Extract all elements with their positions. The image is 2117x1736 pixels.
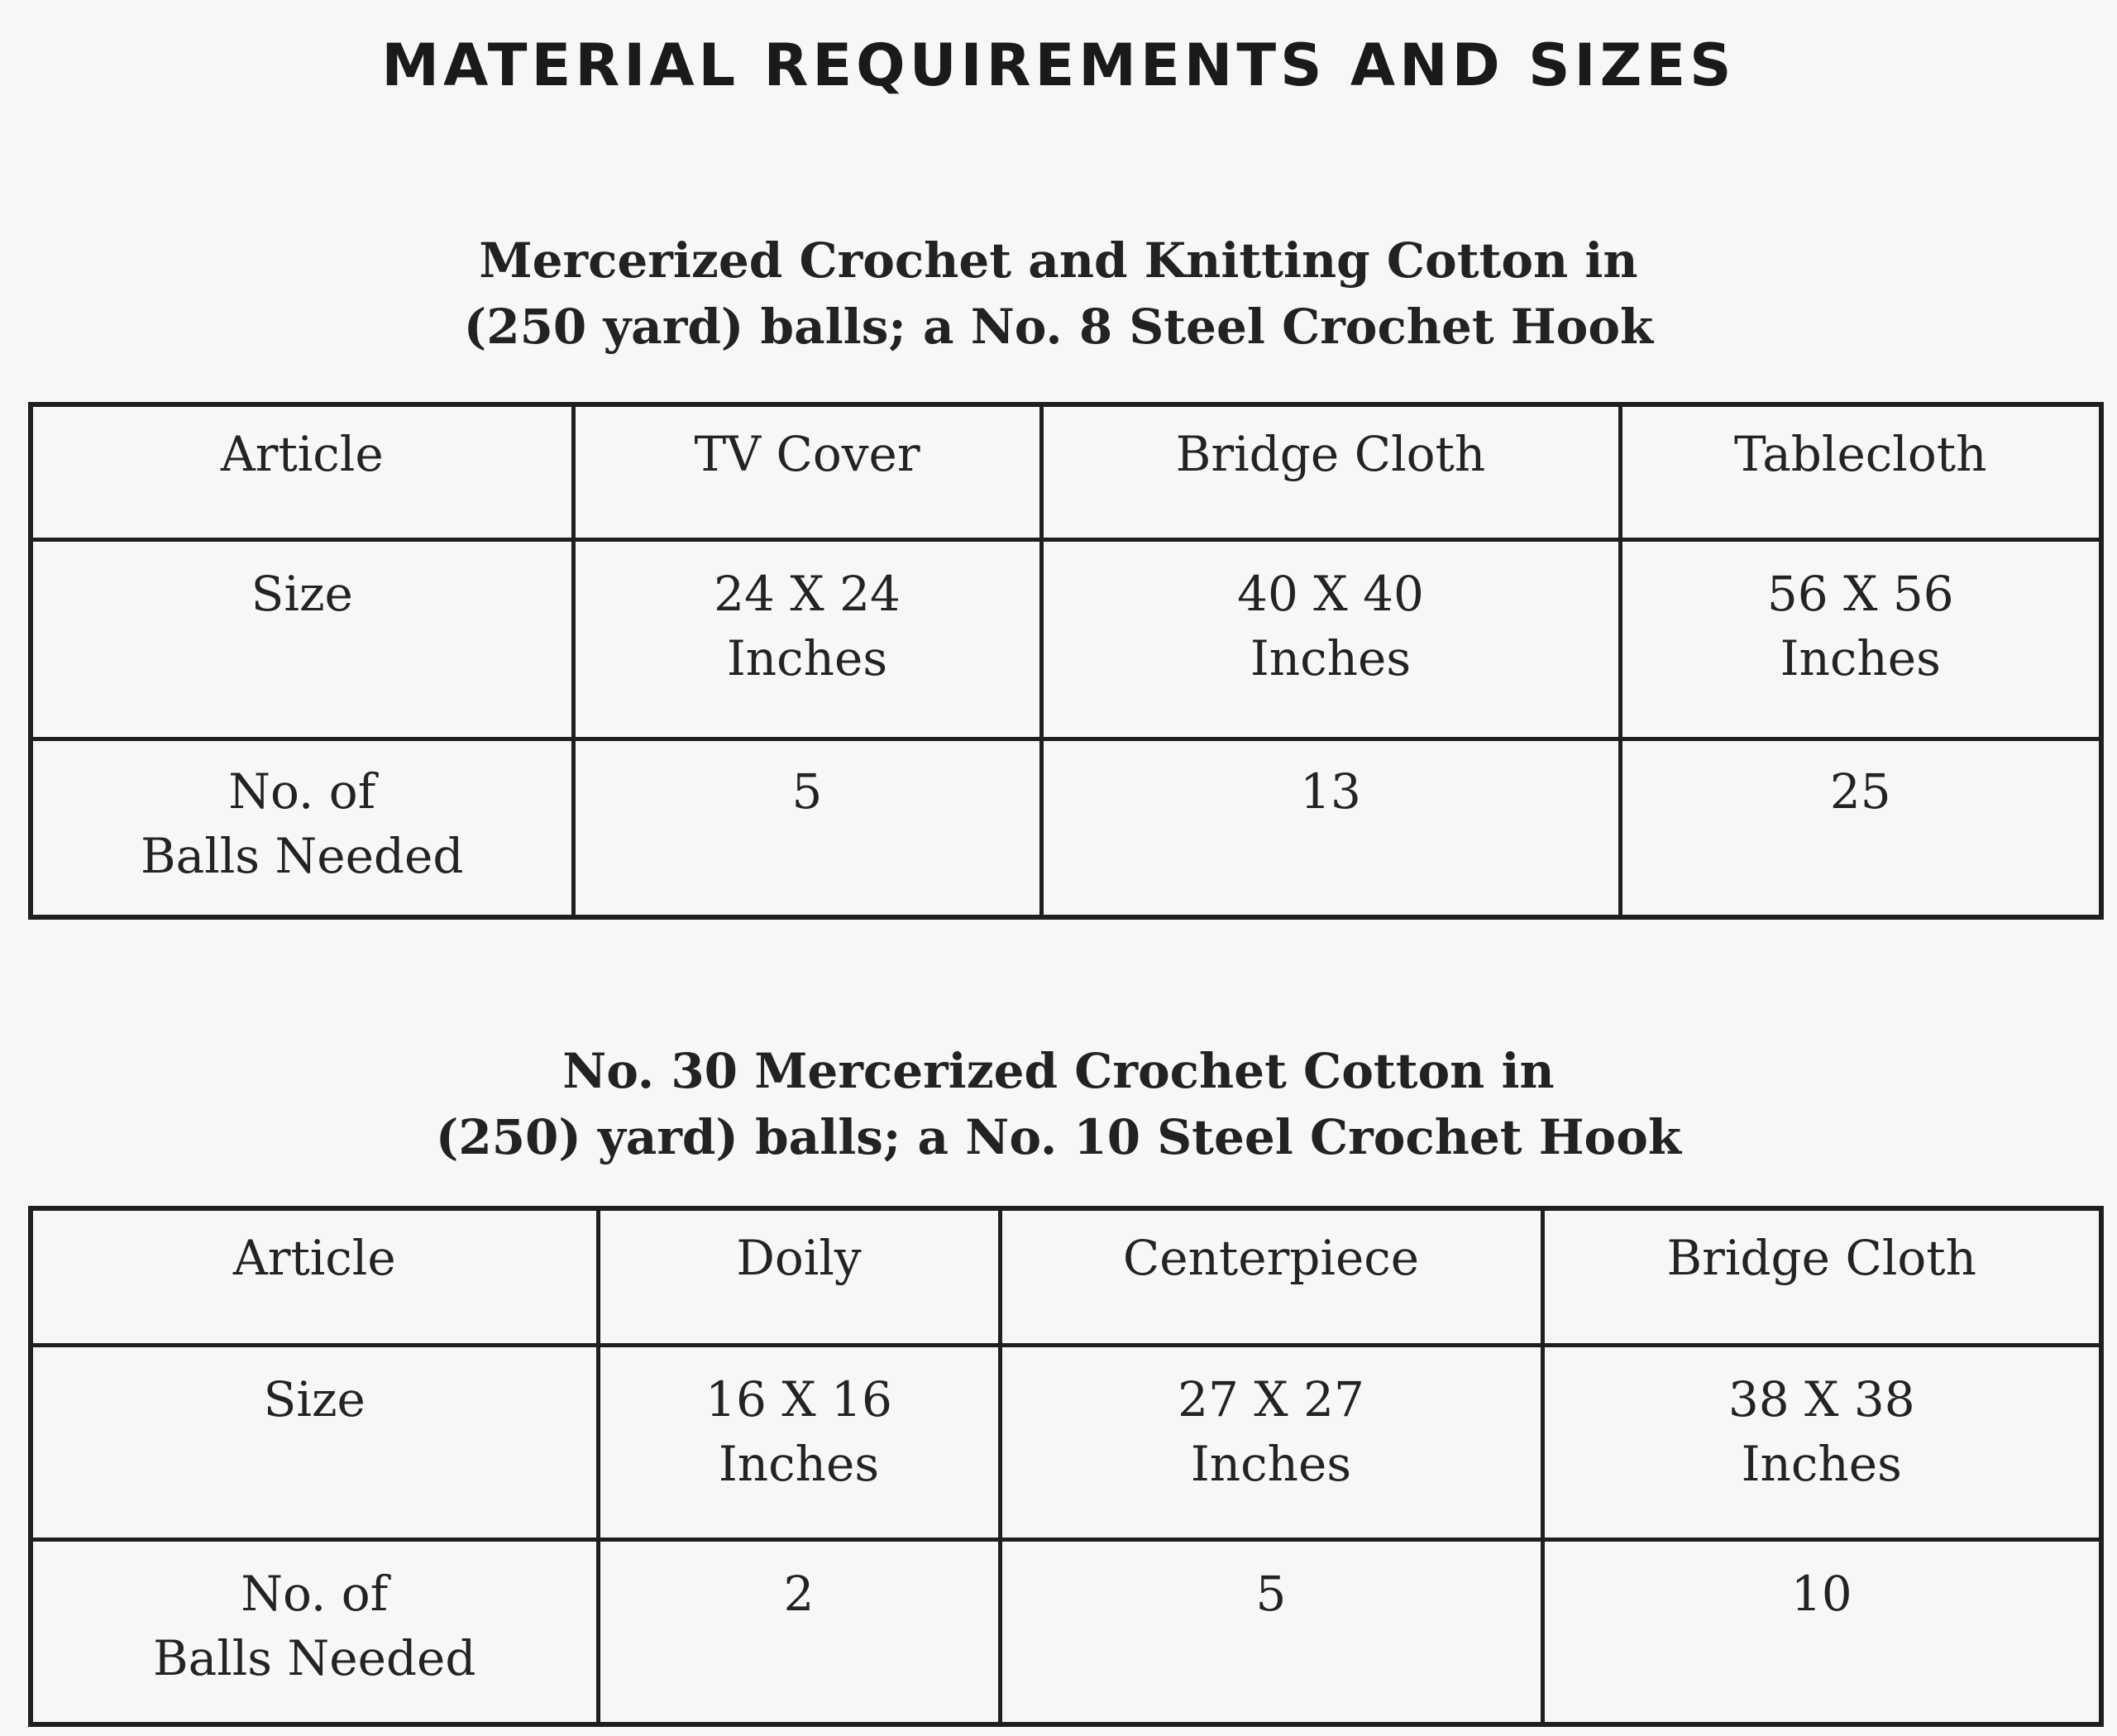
size-unit: Inches: [1250, 630, 1412, 686]
size-dims: 24 X 24: [714, 566, 901, 622]
size-label-cell: Size: [31, 540, 573, 739]
size-cell: [1542, 1346, 2101, 1540]
intro-line: (250 yard) balls; a No. 8 Steel Crochet Hook: [463, 299, 1654, 355]
size-dims: 40 X 40: [1237, 566, 1424, 622]
section-2-intro: [0, 1038, 2117, 1170]
balls-cell: 2: [598, 1540, 1000, 1725]
size-cell: [573, 540, 1041, 739]
size-unit: Inches: [1780, 630, 1941, 686]
requirements-table-1: [28, 402, 2104, 920]
article-cell: Bridge Cloth: [1542, 1208, 2101, 1346]
size-cell: [598, 1346, 1000, 1540]
table-row: [31, 1208, 2101, 1346]
size-label-cell: Size: [31, 1346, 598, 1540]
section-1-intro: [0, 227, 2117, 360]
intro-line: Mercerized Crochet and Knitting Cotton in: [479, 232, 1638, 289]
table-row: [31, 540, 2101, 739]
size-dims: 27 X 27: [1178, 1371, 1364, 1428]
size-cell: [1041, 540, 1620, 739]
requirements-table-2: [28, 1206, 2104, 1727]
size-dims: 16 X 16: [705, 1371, 892, 1428]
size-dims: 38 X 38: [1728, 1371, 1915, 1428]
intro-line: (250) yard) balls; a No. 10 Steel Crochet Hook: [435, 1109, 1682, 1165]
size-unit: Inches: [718, 1436, 880, 1492]
balls-cell: 13: [1041, 739, 1620, 918]
size-unit: Inches: [726, 630, 888, 686]
size-cell: [1000, 1346, 1542, 1540]
table-row: [31, 1346, 2101, 1540]
article-cell: Bridge Cloth: [1041, 404, 1620, 540]
table-row: [31, 404, 2101, 540]
size-cell: [1620, 540, 2101, 739]
article-label-cell: Article: [31, 404, 573, 540]
balls-label-line: Balls Needed: [153, 1630, 476, 1686]
page-title: MATERIAL REQUIREMENTS AND SIZES: [381, 31, 1736, 99]
intro-line: No. 30 Mercerized Crochet Cotton in: [562, 1043, 1555, 1099]
article-cell: TV Cover: [573, 404, 1041, 540]
balls-label-cell: [31, 739, 573, 918]
size-dims: 56 X 56: [1766, 566, 1954, 622]
balls-label-line: No. of: [228, 763, 376, 820]
balls-cell: 25: [1620, 739, 2101, 918]
balls-cell: 5: [1000, 1540, 1542, 1725]
balls-cell: 10: [1542, 1540, 2101, 1725]
article-label-cell: Article: [31, 1208, 598, 1346]
article-cell: Doily: [598, 1208, 1000, 1346]
table-row: [31, 739, 2101, 918]
balls-label-line: No. of: [241, 1566, 389, 1622]
table-row: [31, 1540, 2101, 1725]
size-unit: Inches: [1741, 1436, 1902, 1492]
balls-cell: 5: [573, 739, 1041, 918]
article-cell: Tablecloth: [1620, 404, 2101, 540]
balls-label-cell: [31, 1540, 598, 1725]
balls-label-line: Balls Needed: [141, 828, 464, 884]
article-cell: Centerpiece: [1000, 1208, 1542, 1346]
size-unit: Inches: [1190, 1436, 1352, 1492]
